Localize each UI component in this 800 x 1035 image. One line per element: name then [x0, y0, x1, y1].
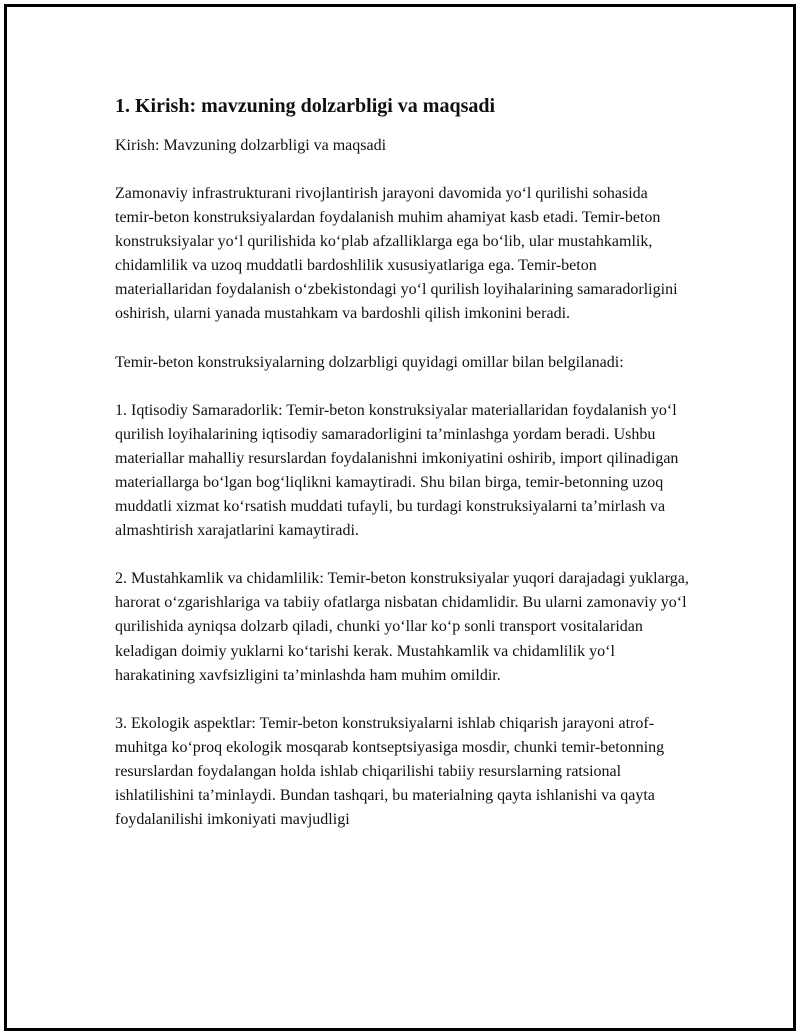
paragraph-ecological-aspects: 3. Ekologik aspektlar: Temir-beton konstruksiyalarni ishlab chiqarish jarayoni atrof-muhitga ko‘proq ekologik mosqarab kontseptsiyasiga mosdir, chunki temir-betonning resurslardan foydalangan holda ishlab chiqarilishi tabiiy resurslarning ratsional ishlatilishini ta’minlaydi. Bundan tashqari, bu materialning qayta ishlanishi va qayta foydalanilishi imkoniyati mavjudligi	[115, 714, 665, 829]
paragraph-economic-efficiency: 1. Iqtisodiy Samaradorlik: Temir-beton konstruksiyalar materiallaridan foydalanish yo‘l qurilish loyihalarining iqtisodiy samaradorligini ta’minlashga yordam beradi. Ushbu materiallar mahalliy resurslardan foydalanishni imkoniyatini oshirib, import qilinadigan materiallarga bo‘lgan bog‘liqlikni kamaytiradi. Shu bilan birga, temir-betonning uzoq muddatli xizmat ko‘rsatish muddati tufayli, bu turdagi konstruksiyalarni ta’mirlash va almashtirish xarajatlarini kamaytiradi.	[115, 401, 679, 540]
paragraph-strength-durability: 2. Mustahkamlik va chidamlilik: Temir-beton konstruksiyalar yuqori darajadagi yuklarga, harorat o‘zgarishlariga va tabiiy ofatlarga nisbatan chidamlidir. Bu ularni zamonaviy yo‘l qurilishida ayniqsa dolzarb qiladi, chunki yo‘llar ko‘p sonli transport vositalaridan keladigan doimiy yuklarni ko‘tarishi kerak. Mustahkamlik va chidamlilik yo‘l harakatining xavfsizligini ta’minlashda ham muhim omildir.	[115, 570, 689, 684]
section-subheading: Kirish: Mavzuning dolzarbligi va maqsadi	[115, 137, 387, 154]
section-heading: 1. Kirish: mavzuning dolzarbligi va maqsadi	[115, 95, 496, 117]
paragraph-factors-lead: Temir-beton konstruksiyalarning dolzarbligi quyidagi omillar bilan belgilanadi:	[115, 353, 624, 371]
document-body	[115, 92, 690, 856]
paragraph-intro: Zamonaviy infrastrukturani rivojlantirish jarayoni davomida yo‘l qurilishi sohasida temir-beton konstruksiyalardan foydalanish muhim ahamiyat kasb etadi. Temir-beton konstruksiyalar yo‘l qurilishida ko‘plab afzalliklarga ega bo‘lib, ular mustahkamlik, chidamlilik va uzoq muddatli bardoshlilik xususiyatlariga ega. Temir-beton materiallaridan foydalanish o‘zbekistondagi yo‘l qurilish loyihalarining samaradorligini oshirish, ularni yanada mustahkam va bardoshli qilish imkonini beradi.	[115, 185, 678, 323]
